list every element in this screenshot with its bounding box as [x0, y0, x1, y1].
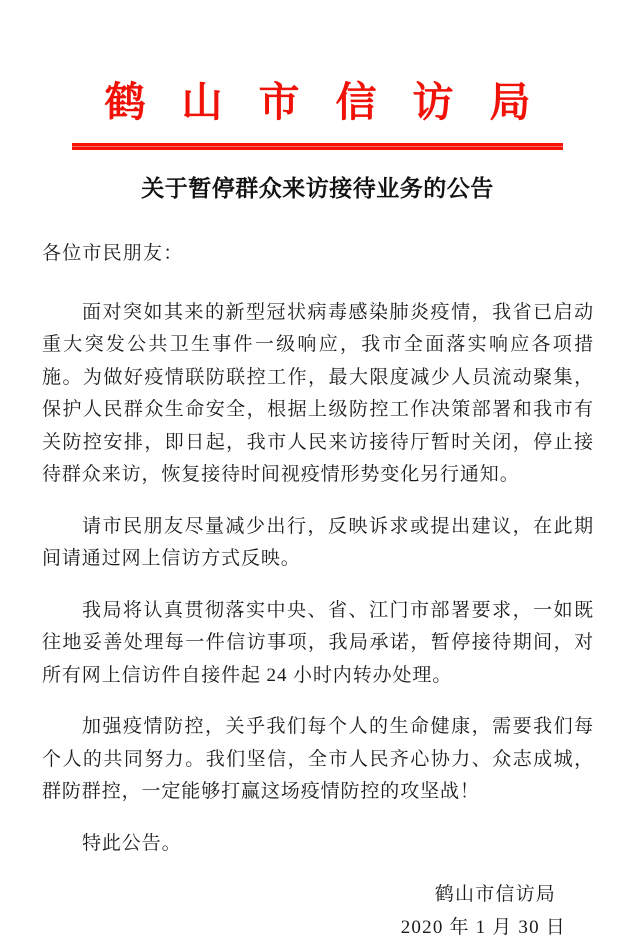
body-paragraph: 特此公告。	[42, 828, 594, 861]
salutation: 各位市民朋友：	[42, 238, 594, 271]
body-paragraph: 面对突如其来的新型冠状病毒感染肺炎疫情，我省已启动重大突发公共卫生事件一级响应，我市全面落实响应各项措施。为做好疫情联防联控工作，最大限度减少人员流动聚集，保护人民群众生命安全，根据上级防控工作决策部署和我市有关防控安排，即日起，我市人民来访接待厅暂时关闭，停止接待群众来访，恢复接待时间视疫情形势变化另行通知。	[42, 297, 594, 492]
body-paragraph: 请市民朋友尽量减少出行，反映诉求或提出建议，在此期间请通过网上信访方式反映。	[42, 511, 594, 576]
document-body	[0, 238, 635, 860]
body-paragraph: 我局将认真贯彻落实中央、省、江门市部署要求，一如既往地妥善处理每一件信访事项，我局承诺，暂停接待期间，对所有网上信访件自接件起 24 小时内转办处理。	[42, 595, 594, 693]
body-paragraph: 加强疫情防控，关乎我们每个人的生命健康，需要我们每个人的共同努力。我们坚信，全市人民齐心协力、众志成城，群防群控，一定能够打赢这场疫情防控的攻坚战！	[42, 711, 594, 809]
signature-date: 2020 年 1 月 30 日	[0, 912, 594, 944]
letterhead-divider-rule	[72, 143, 563, 150]
letterhead	[0, 0, 635, 150]
signature-organization: 鹤山市信访局	[0, 879, 594, 912]
letterhead-organization-title: 鹤山市信访局	[0, 78, 635, 126]
signature-block	[0, 879, 635, 944]
document-title: 关于暂停群众来访接待业务的公告	[0, 174, 635, 204]
